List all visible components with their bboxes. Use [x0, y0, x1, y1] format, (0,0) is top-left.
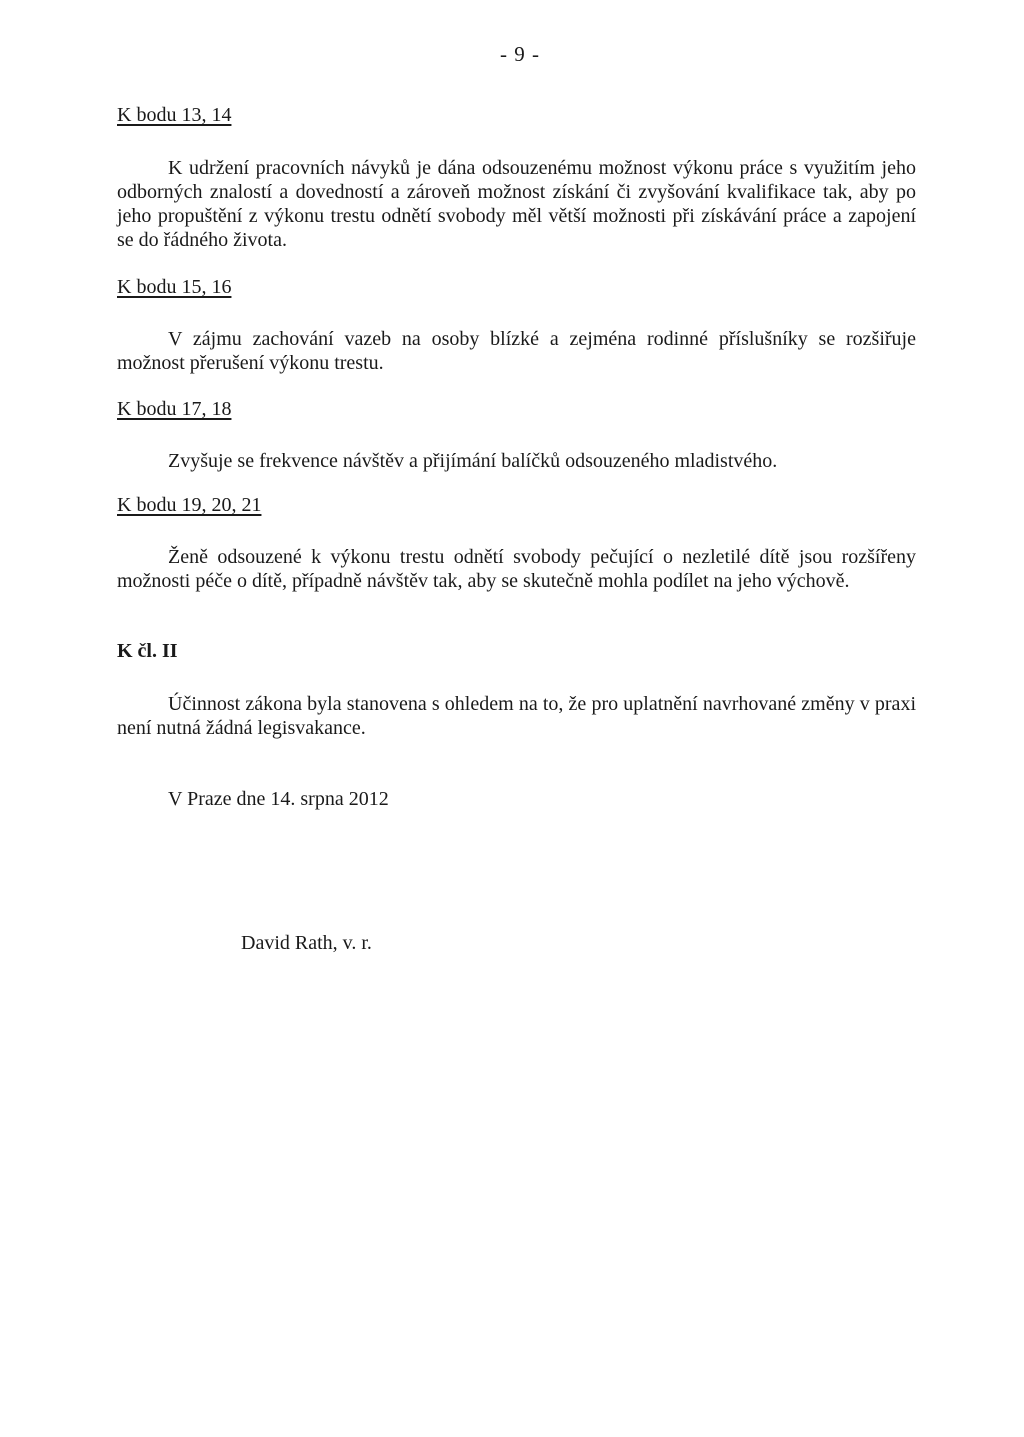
- section-heading-17-18: K bodu 17, 18: [117, 398, 232, 420]
- place-date: V Praze dne 14. srpna 2012: [168, 788, 389, 810]
- page-number: - 9 -: [500, 42, 540, 66]
- section-heading-15-16: K bodu 15, 16: [117, 276, 232, 298]
- section-heading-19-20-21: K bodu 19, 20, 21: [117, 494, 262, 516]
- section-text-19-20-21: Ženě odsouzené k výkonu trestu odnětí svobody pečující o nezletilé dítě jsou rozšířeny možnosti péče o dítě, případně návštěv tak, aby se skutečně mohla podílet na jeho výchově.: [117, 546, 916, 592]
- section-heading-13-14: K bodu 13, 14: [117, 104, 232, 126]
- article-text: Účinnost zákona byla stanovena s ohledem na to, že pro uplatnění navrhované změny v praxi není nutná žádná legisvakance.: [117, 693, 916, 739]
- section-text-13-14: K udržení pracovních návyků je dána odsouzenému možnost výkonu práce s využitím jeho odborných znalostí a dovedností a zároveň možnost získání či zvyšování kvalifikace tak, aby po jeho propuštění z výkonu trestu odnětí svobody měl větší možnosti při získávání práce a zapojení se do řádného života.: [117, 157, 916, 251]
- section-text-15-16: V zájmu zachování vazeb na osoby blízké a zejména rodinné příslušníky se rozšiřuje možnost přerušení výkonu trestu.: [117, 328, 916, 374]
- signature: David Rath, v. r.: [241, 932, 372, 954]
- article-heading: K čl. II: [117, 640, 178, 662]
- section-text-17-18: Zvyšuje se frekvence návštěv a přijímání balíčků odsouzeného mladistvého.: [168, 450, 778, 472]
